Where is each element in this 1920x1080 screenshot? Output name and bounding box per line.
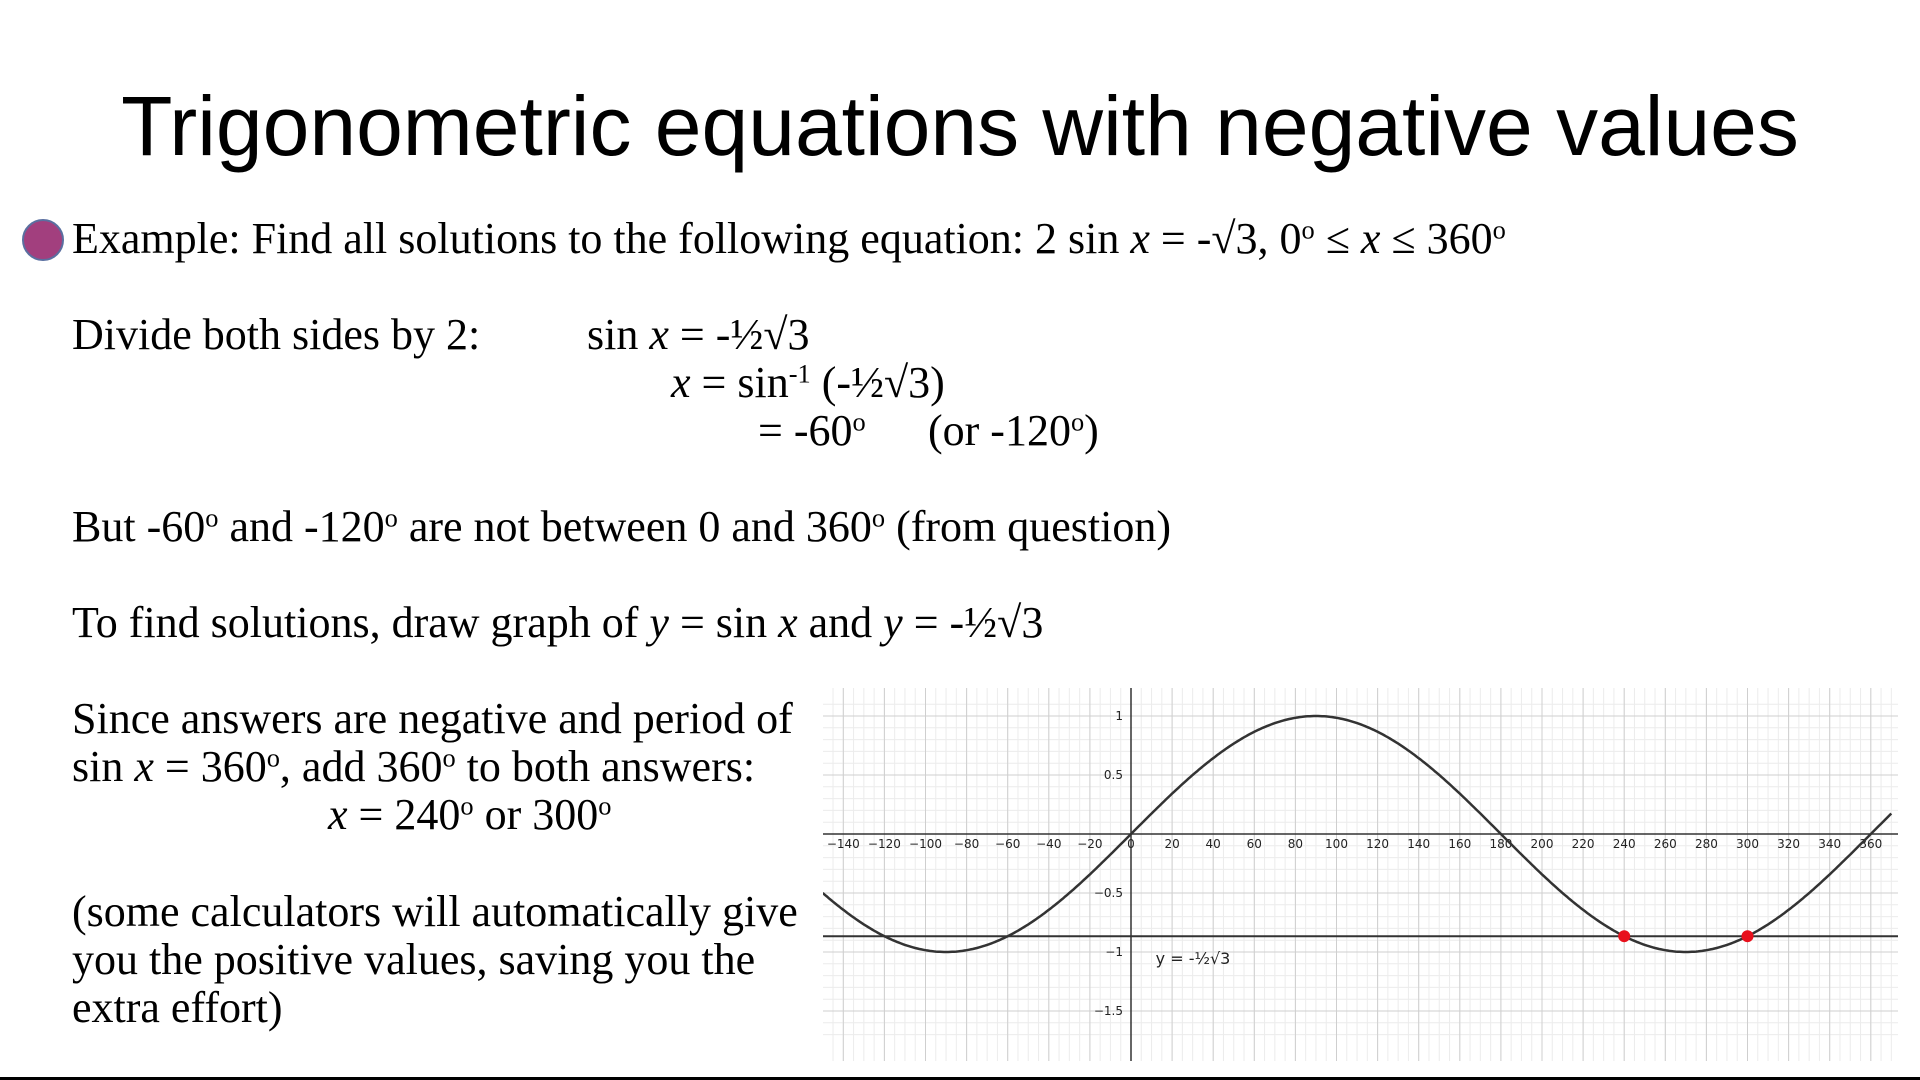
since-line-2: $\sin x = 360^o$, add 360$^o$ to both answers: <box>72 742 756 791</box>
note-line-1: (some calculators will automatically give <box>72 887 798 936</box>
intersection-point <box>1742 930 1754 942</box>
x-tick-label: 360 <box>1859 837 1883 851</box>
y-tick-label: −1 <box>1105 945 1123 959</box>
y-tick-label: 0.5 <box>1103 768 1123 782</box>
line-label: y = -½√3 <box>1155 949 1231 969</box>
y-tick-label: 1 <box>1115 709 1123 723</box>
slide-title: Trigonometric equations with negative values <box>121 79 1799 173</box>
find-line: To find solutions, draw graph of y = sin x and y = -½√3 <box>72 598 1044 647</box>
x-tick-label: −60 <box>995 837 1021 851</box>
x-tick-label: 20 <box>1164 837 1180 851</box>
example-line: Example: Find all solutions to the following equation: 2 sin x = -√3, $0^o \le x \le 360^o$ <box>72 214 1506 263</box>
note-line-2: you the positive values, saving you the <box>72 935 756 984</box>
since-line-1: Since answers are negative and period of <box>72 694 793 743</box>
step-line-3-alt: (or -120$^o$) <box>928 406 1099 455</box>
x-tick-label: −120 <box>867 837 901 851</box>
x-tick-label: 80 <box>1287 837 1304 851</box>
x-tick-label: 0 <box>1127 837 1135 851</box>
divide-label: Divide both sides by 2: <box>72 310 481 359</box>
intersection-point <box>1618 930 1630 942</box>
x-tick-label: 100 <box>1325 837 1348 851</box>
x-tick-label: 60 <box>1246 837 1262 851</box>
x-tick-label: 260 <box>1653 837 1677 851</box>
x-tick-label: 240 <box>1612 837 1636 851</box>
step-line-2: $x = \sin^{-1}$ (-½√3) <box>671 358 945 407</box>
x-tick-label: 220 <box>1571 837 1595 851</box>
x-tick-label: 160 <box>1448 837 1472 851</box>
x-tick-label: −20 <box>1077 837 1103 851</box>
x-tick-label: 320 <box>1777 837 1801 851</box>
x-tick-label: 300 <box>1736 837 1759 851</box>
y-tick-label: −1.5 <box>1093 1004 1123 1018</box>
x-tick-label: −80 <box>953 837 980 851</box>
step-line-3: = $-60^o$ <box>758 406 866 455</box>
sine-graph <box>823 688 1898 1061</box>
x-tick-label: 200 <box>1530 837 1554 851</box>
x-tick-label: 140 <box>1407 837 1431 851</box>
x-tick-label: 340 <box>1818 837 1842 851</box>
step-line-1: sin x = -½√3 <box>587 310 810 359</box>
x-tick-label: 120 <box>1366 837 1390 851</box>
y-tick-label: −0.5 <box>1093 886 1123 900</box>
bullet-icon <box>22 219 64 261</box>
x-tick-label: −100 <box>909 837 942 851</box>
x-tick-label: 40 <box>1205 837 1221 851</box>
x-tick-label: 280 <box>1694 837 1718 851</box>
x-tick-label: −40 <box>1036 837 1062 851</box>
but-line: But -60$^o$ and -120$^o$ are not between 0 and 360$^o$ (from question) <box>72 502 1172 551</box>
x-tick-label: 180 <box>1489 837 1513 851</box>
since-line-3: $x = 240^o$ or 300$^o$ <box>328 790 612 839</box>
x-tick-label: −140 <box>826 837 860 851</box>
note-line-3: extra effort) <box>72 983 283 1032</box>
